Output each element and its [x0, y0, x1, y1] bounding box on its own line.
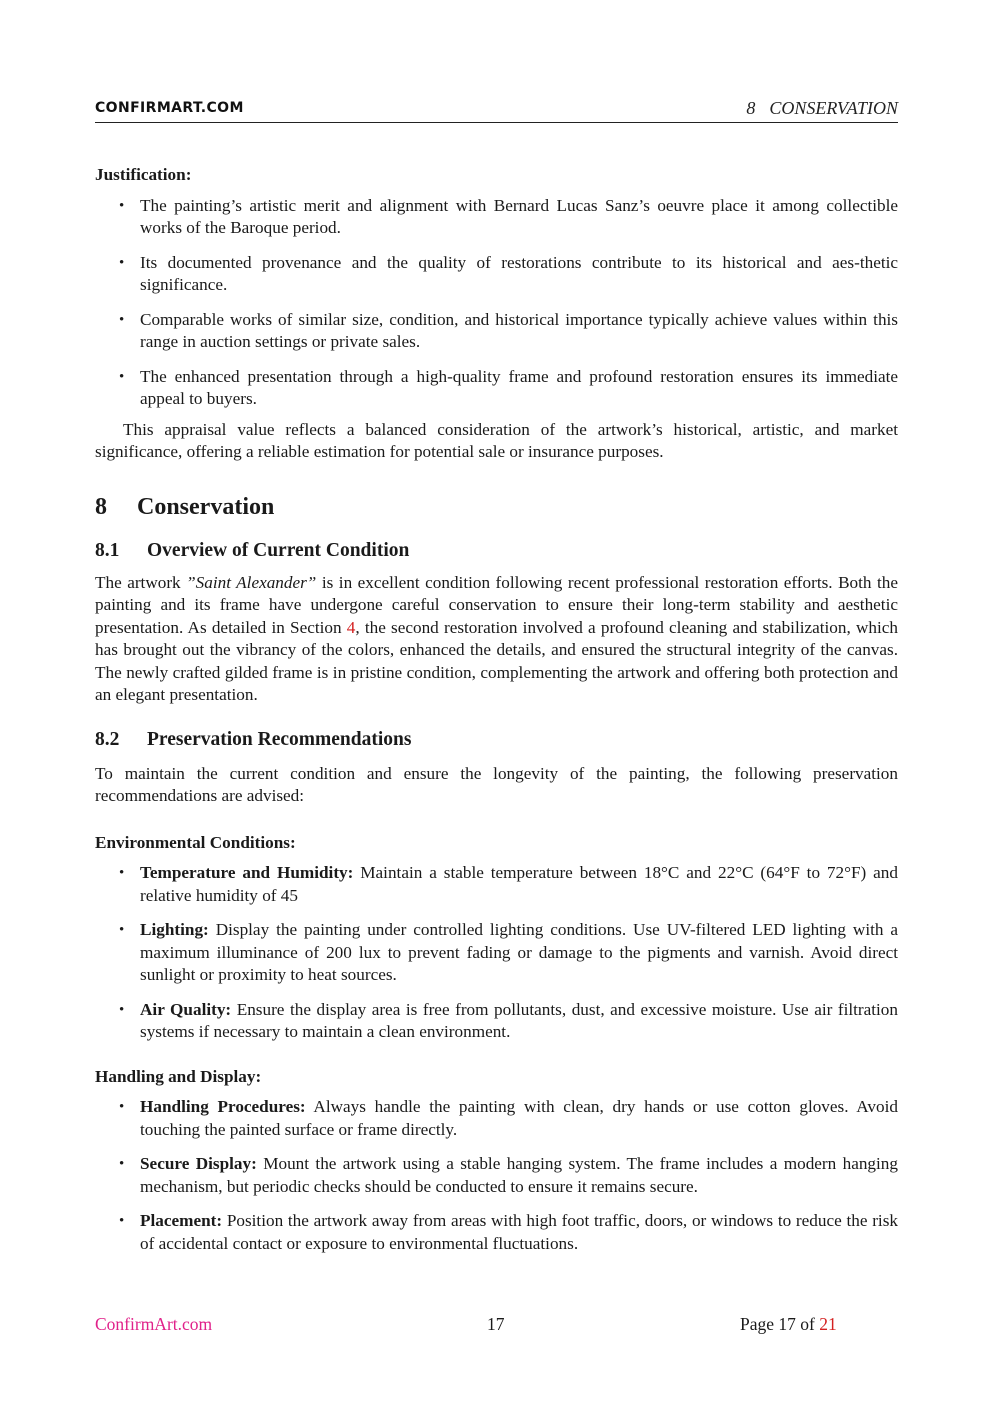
page-footer [95, 1314, 898, 1338]
bullet-icon: • [119, 922, 125, 938]
section-number: 8 [95, 493, 107, 520]
subsection-heading-overview [95, 538, 898, 564]
list-item: • Handling Procedures: Always handle the painting with clean, dry hands or use cotton gloves. Avoid touching the painted surface or frame directly. [119, 1097, 898, 1139]
environmental-list [95, 862, 898, 1044]
bullet-icon: • [119, 197, 125, 214]
list-item: • Lighting: Display the painting under controlled lighting conditions. Use UV-filtered LED lighting with a maximum illuminance of 200 lux to prevent fading or damage to the pigments and varnish. Avoid direct sunlight or proximity to heat sources. [119, 920, 898, 984]
list-item: • Secure Display: Mount the artwork using a stable hanging system. The frame includes a modern hanging mechanism, but periodic checks should be conducted to ensure it remains secure. [119, 1154, 898, 1196]
section-reference-link[interactable]: 4 [346, 617, 356, 637]
bullet-icon: • [119, 1001, 125, 1018]
list-item: • Temperature and Humidity: Maintain a stable temperature between 18°C and 22°C (64°F to 72°F) and relative humidity of 45 [119, 863, 898, 905]
footer-site-link[interactable]: ConfirmArt.com [95, 1314, 213, 1334]
list-item: • The painting’s artistic merit and alignment with Bernard Lucas Sanz’s oeuvre place it among collectible works of the Baroque period. [119, 195, 898, 237]
list-item: • Placement: Position the artwork away from areas with high foot traffic, doors, or windows to reduce the risk of accidental contact or exposure to environmental fluctuations. [119, 1211, 898, 1253]
footer-page-number: 17 [487, 1314, 505, 1334]
running-section-number: 8 [746, 98, 756, 118]
subsection-title: Preservation Recommendations [147, 728, 412, 750]
site-logo: CONFIRMART.COM [95, 100, 244, 116]
handling-list [95, 1096, 898, 1255]
total-pages-link[interactable]: 21 [819, 1314, 837, 1334]
justification-closing: This appraisal value reflects a balanced consideration of the artwork’s historical, artistic, and market significance, offering a reliable estimation for potential sale or insurance purposes. [95, 419, 898, 461]
bullet-icon: • [119, 368, 125, 385]
environmental-heading: Environmental Conditions: [95, 832, 296, 852]
running-section-title [746, 98, 898, 119]
section-heading [95, 492, 898, 522]
running-header [95, 98, 898, 123]
justification-heading: Justification: [95, 165, 192, 184]
justification-list [95, 195, 898, 411]
bullet-icon: • [119, 865, 125, 881]
bullet-icon: • [119, 311, 125, 328]
recommendations-intro: To maintain the current condition and ensure the longevity of the painting, the following preservation recommendations are advised: [95, 763, 898, 805]
subsection-number: 8.1 [95, 539, 120, 561]
bullet-icon: • [119, 1099, 125, 1115]
subsection-number: 8.2 [95, 728, 120, 750]
page-body [95, 164, 898, 1267]
handling-heading: Handling and Display: [95, 1066, 262, 1086]
list-item: • The enhanced presentation through a high-quality frame and profound restoration ensures its immediate appeal to buyers. [119, 366, 898, 408]
section-title: Conservation [137, 493, 275, 520]
subsection-title: Overview of Current Condition [147, 539, 410, 561]
list-item: • Air Quality: Ensure the display area is free from pollutants, dust, and excessive moisture. Use air filtration systems if necessary to maintain a clean environment. [119, 999, 898, 1041]
running-section-name: CONSERVATION [769, 98, 898, 118]
bullet-icon: • [119, 1156, 125, 1172]
overview-paragraph: The artwork ”Saint Alexander” is in excellent condition following recent professional restoration efforts. Both the painting and its frame have undergone careful conservation to ensure their long-term stability and aesthetic presentation. As detailed in Section 4, the second restoration involved a profound cleaning and stabilization, which has brought out the vibrancy of the colors, enhanced the details, and ensured the structural integrity of the canvas. The newly crafted gilded frame is in pristine condition, complementing the artwork and offering both protection and an elegant presentation. [95, 572, 898, 704]
footer-page-count: Page 17 of 21 [740, 1314, 837, 1334]
bullet-icon: • [119, 254, 125, 271]
bullet-icon: • [119, 1213, 125, 1229]
subsection-heading-recommendations [95, 727, 898, 753]
list-item: • Comparable works of similar size, condition, and historical importance typically achieve values within this range in auction settings or private sales. [119, 309, 898, 351]
artwork-title: ”Saint Alexander” [186, 572, 317, 592]
list-item: • Its documented provenance and the quality of restorations contribute to its historical and aes-thetic significance. [119, 252, 898, 294]
